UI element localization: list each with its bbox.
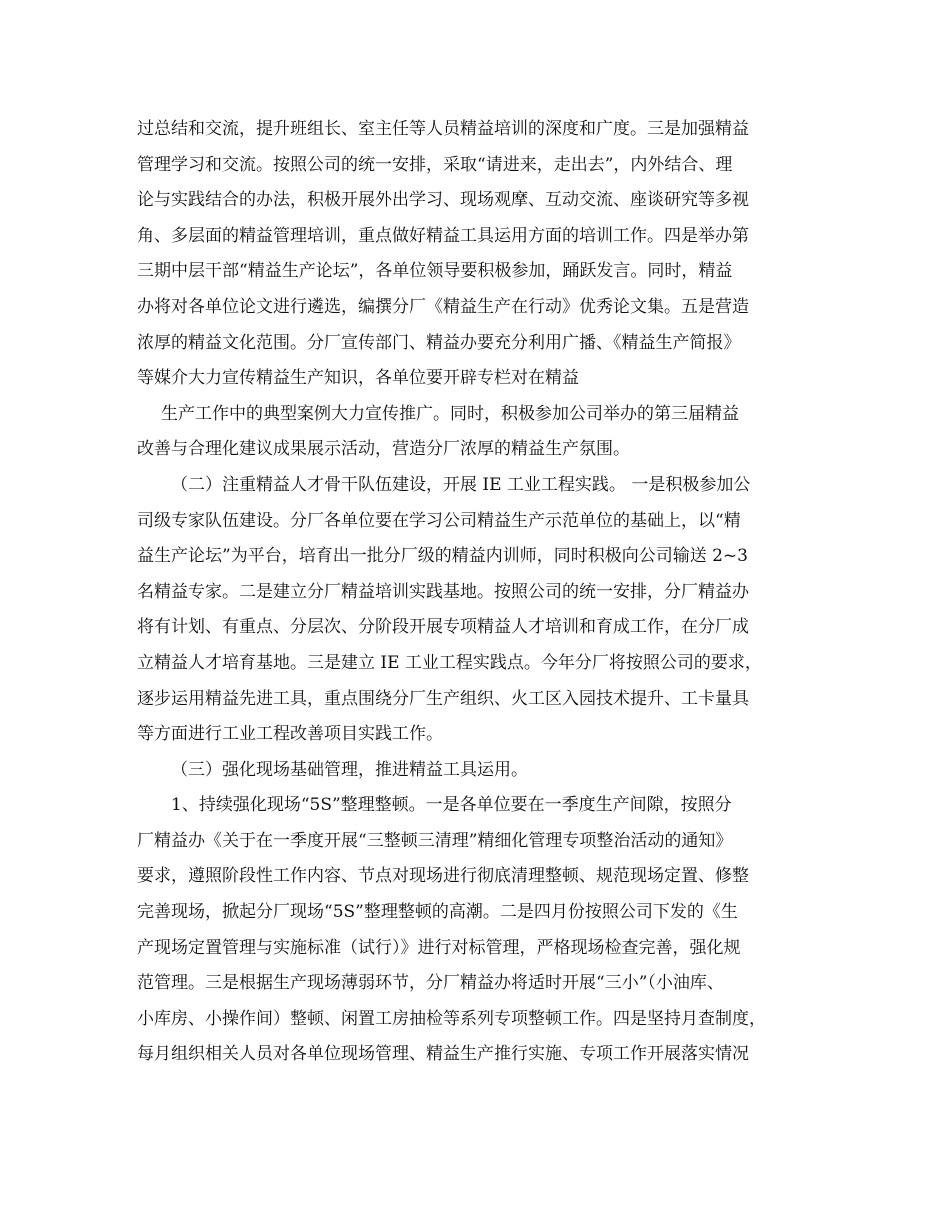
text-line: 小库房、小操作间）整顿、闲置工房抽检等系列专项整顿工作。四是坚持月查制度， — [137, 1008, 766, 1029]
text-line: 名精益专家。二是建立分厂精益培训实践基地。按照公司的统一安排，分厂精益办 — [137, 581, 749, 602]
text-line: 每月组织相关人员对各单位现场管理、精益生产推行实施、专项工作开展落实情况 — [137, 1044, 749, 1065]
document-body — [137, 112, 817, 1073]
text-line: 等媒介大力宣传精益生产知识，各单位要开辟专栏对在精益 — [137, 368, 579, 389]
text-line: 办将对各单位论文进行遴选，编撰分厂《精益生产在行动》优秀论文集。五是营造 — [137, 296, 749, 317]
text-line: 论与实践结合的办法，积极开展外出学习、现场观摩、互动交流、座谈研究等多视 — [137, 190, 749, 211]
text-line: 立精益人才培育基地。三是建立 IE 工业工程实践点。今年分厂将按照公司的要求， — [137, 652, 762, 673]
text-line: 1、持续强化现场“5S”整理整顿。一是各单位要在一季度生产间隙，按照分 — [171, 795, 732, 816]
text-line: 产现场定置管理与实施标准（试行）》进行对标管理，严格现场检查完善，强化规 — [137, 937, 741, 958]
text-line: 改善与合理化建议成果展示活动，营造分厂浓厚的精益生产氛围。 — [137, 439, 630, 460]
text-line: 角、多层面的精益管理培训，重点做好精益工具运用方面的培训工作。四是举办第 — [137, 225, 749, 246]
section-heading-3: （三）强化现场基础管理，推进精益工具运用。 — [171, 759, 528, 780]
text-line: 要求，遵照阶段性工作内容、节点对现场进行彻底清理整顿、规范现场定置、修整 — [137, 866, 749, 887]
text-line: 三期中层干部“精益生产论坛”，各单位领导要积极参加，踊跃发言。同时，精益 — [137, 261, 733, 282]
text-line: 浓厚的精益文化范围。分厂宣传部门、精益办要充分利用广播、《精益生产简报》 — [137, 332, 741, 353]
text-line: 逐步运用精益先进工具，重点围绕分厂生产组织、火工区入园技术提升、工卡量具 — [137, 688, 749, 709]
text-line: 等方面进行工业工程改善项目实践工作。 — [137, 724, 443, 745]
text-line: 完善现场，掀起分厂现场“5S”整理整顿的高潮。二是四月份按照公司下发的《生 — [137, 902, 738, 923]
text-line: 范管理。三是根据生产现场薄弱环节，分厂精益办将适时开展“三小”（小油库、 — [137, 973, 724, 994]
text-line: 厂精益办《关于在一季度开展“三整顿三清理”精细化管理专项整治活动的通知》 — [137, 830, 733, 851]
text-line: 生产工作中的典型案例大力宣传推广。同时，积极参加公司举办的第三届精益 — [161, 403, 739, 424]
text-line: 管理学习和交流。按照公司的统一安排，采取“请进来，走出去”，内外结合、理 — [137, 154, 733, 175]
text-line: 过总结和交流，提升班组长、室主任等人员精益培训的深度和广度。三是加强精益 — [137, 119, 749, 139]
text-line: 司级专家队伍建设。分厂各单位要在学习公司精益生产示范单位的基础上，以“精 — [137, 510, 741, 531]
section-heading-2: （二）注重精益人才骨干队伍建设，开展 IE 工业工程实践。 一是积极参加公 — [171, 474, 751, 495]
text-line: 将有计划、有重点、分层次、分阶段开展专项精益人才培训和育成工作，在分厂成 — [137, 617, 749, 638]
text-line: 益生产论坛”为平台，培育出一批分厂级的精益内训师，同时积极向公司输送 2~3 — [137, 546, 748, 567]
